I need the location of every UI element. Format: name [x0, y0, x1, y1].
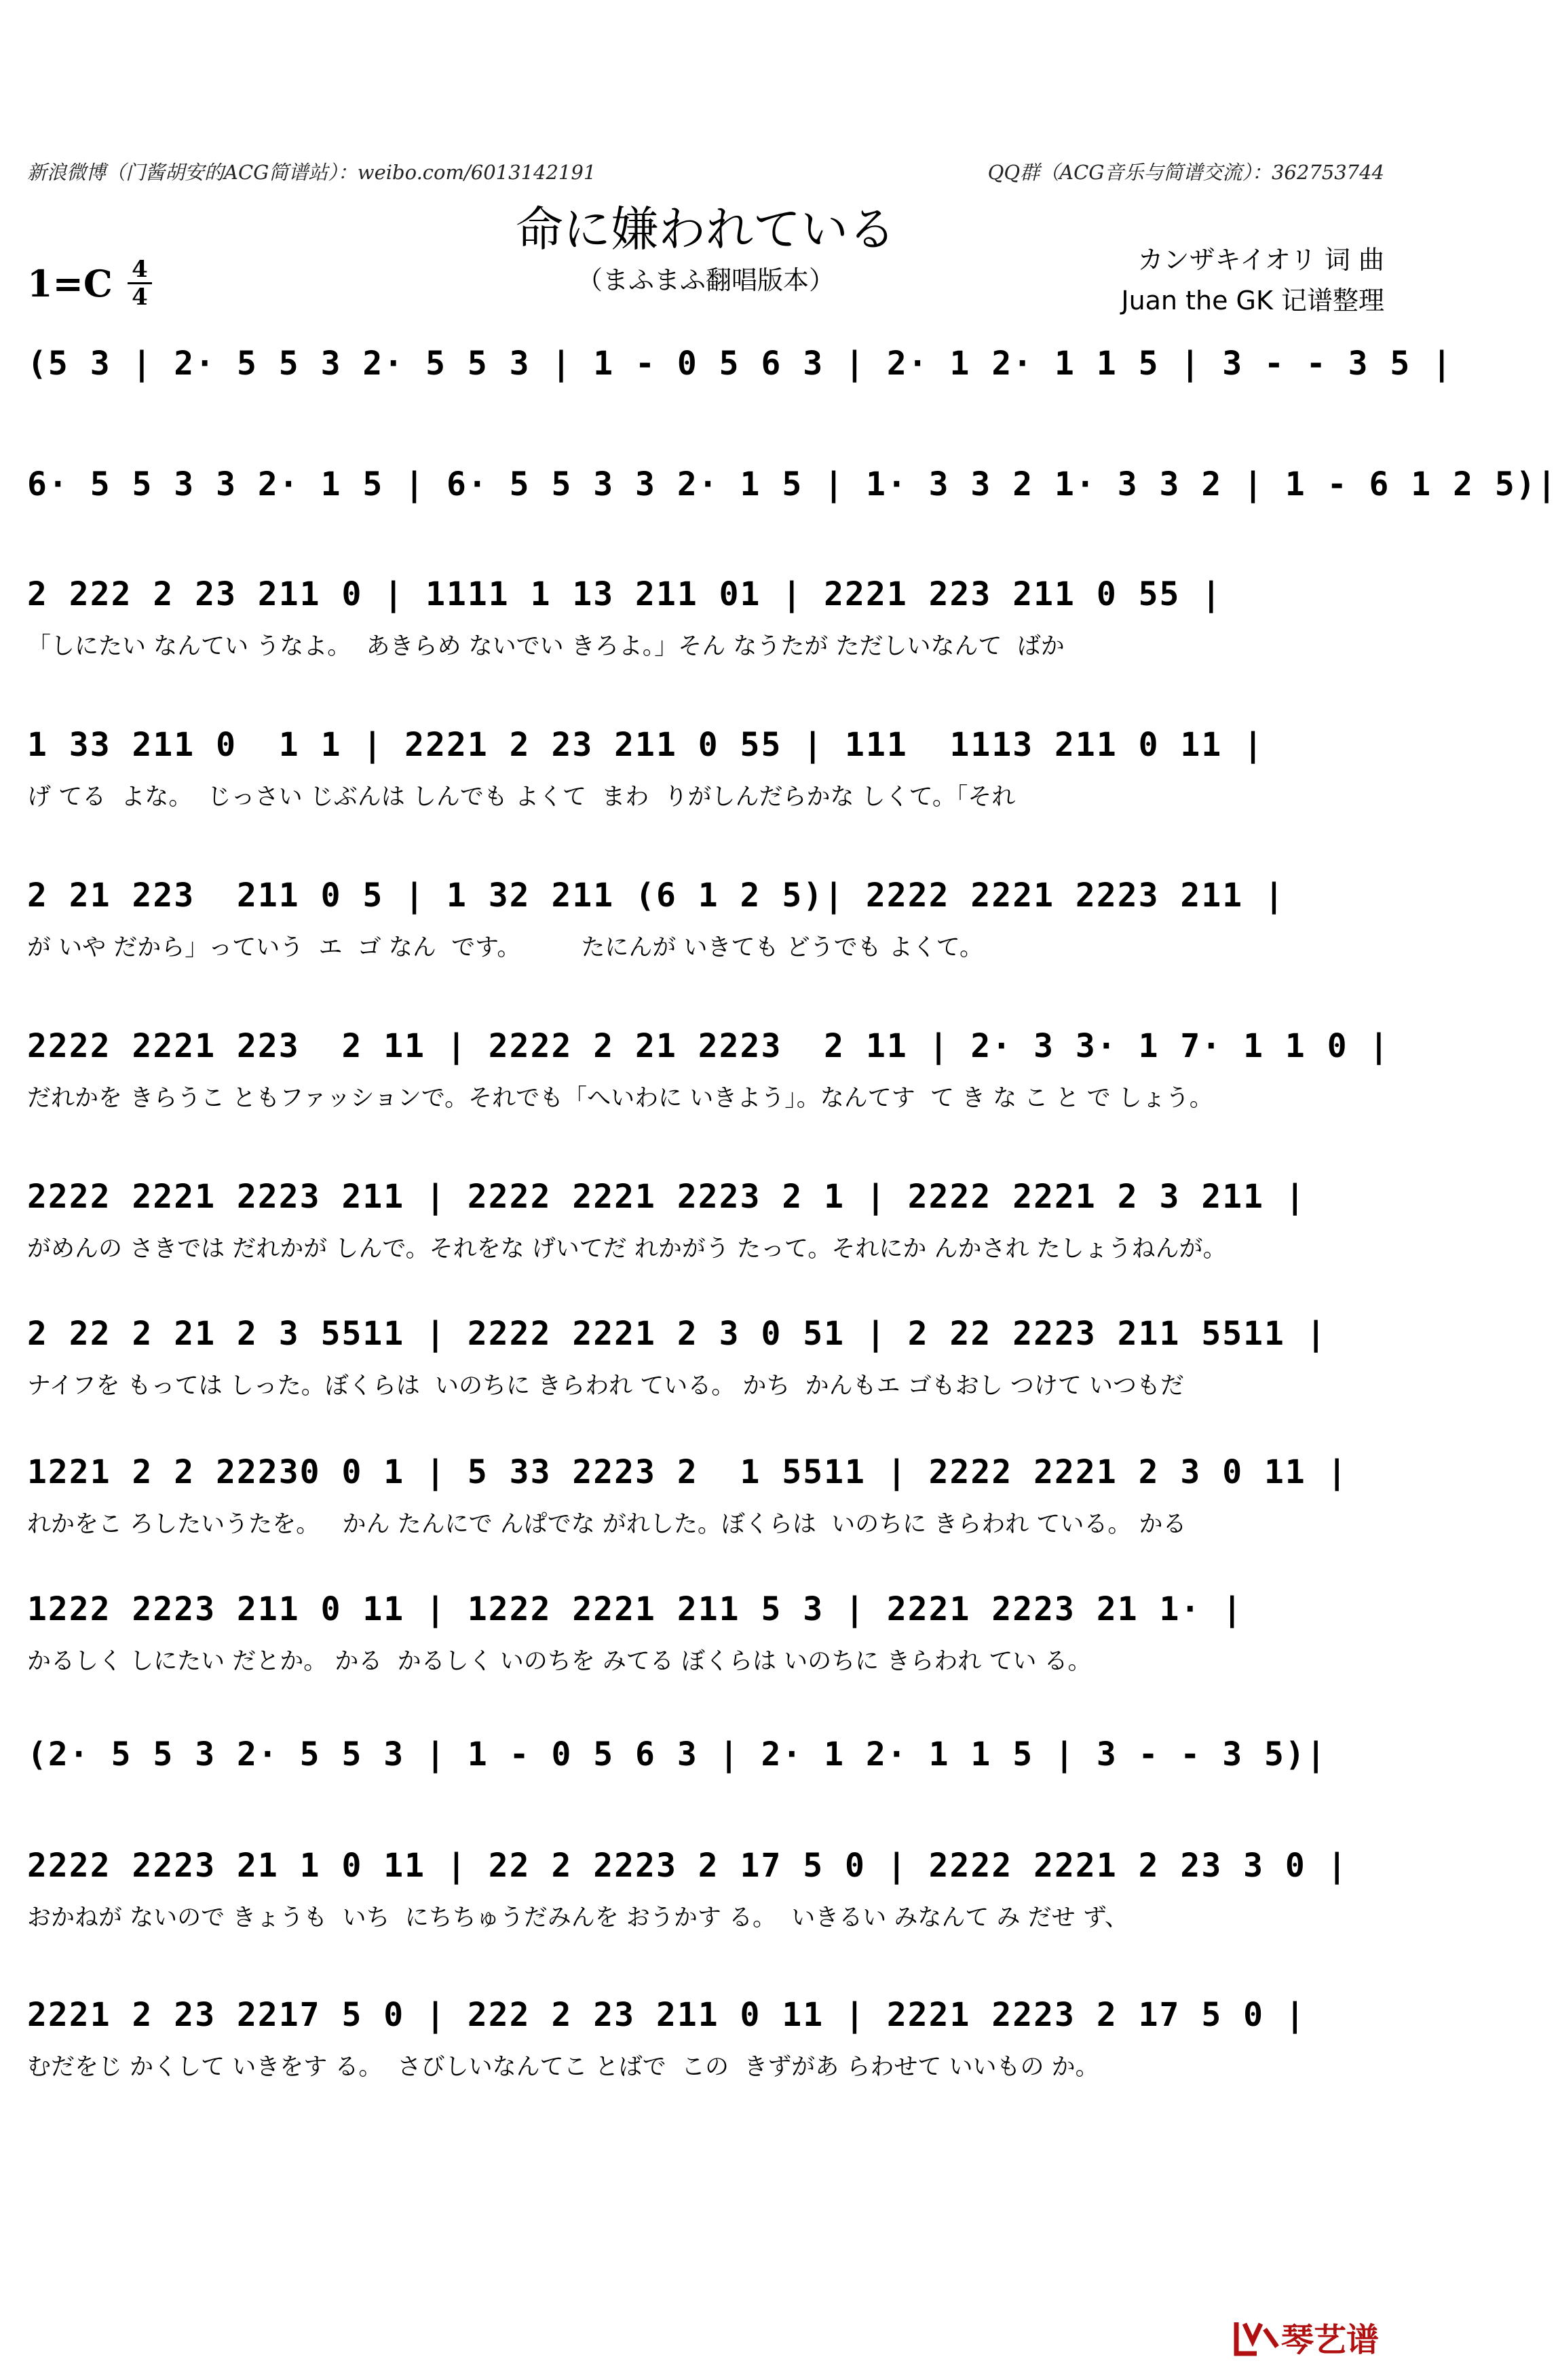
notation-line: 1 33 211 0 1 1 | 2221 2 23 211 0 55 | 111 1113 211 0 11 |	[27, 726, 1265, 764]
song-title: 命に嫌われている	[516, 201, 896, 257]
notation-line: 6· 5 5 3 3 2· 1 5 | 6· 5 5 3 3 2· 1 5 | 1· 3 3 2 1· 3 3 2 | 1 - 6 1 2 5)|	[27, 465, 1558, 503]
notation-line: 2222 2223 21 1 0 11 | 22 2 2223 2 17 5 0 | 2222 2221 2 23 3 0 |	[27, 1847, 1348, 1885]
lyric-line: 「しにたい なんてい うなよ。 あきらめ ないでい きろよ。」そん なうたが ただしいなんて ばか	[27, 633, 1065, 660]
composer-credit: カンザキイオリ 词 曲	[1137, 245, 1384, 275]
lyric-line: むだをじ かくして いきをす る。 さびしいなんてこ とばで この きずがあ らわせて いいもの か。	[27, 2054, 1099, 2081]
time-signature-top: 4	[132, 256, 148, 283]
piano-key-logo-icon	[1232, 2317, 1281, 2358]
score-row-11	[27, 1734, 1384, 1775]
notation-line: 2221 2 23 2217 5 0 | 222 2 23 211 0 11 | 2221 2223 2 17 5 0 |	[27, 1996, 1306, 2034]
lyric-line: おかねが ないので きょうも いち にちちゅうだみんを おうかす る。 いきるい みなんて み だせ ず、	[27, 1904, 1128, 1932]
lyric-line: ナイフを もっては しった。ぼくらは いのちに きらわれ ている。 かち かんもエ ゴもおし つけて いつもだ	[27, 1373, 1185, 1400]
transcriber-credit: Juan the GK 记谱整理	[1121, 286, 1384, 315]
time-signature	[125, 256, 155, 310]
qq-group-header: QQ群（ACG音乐与简谱交流）：362753744	[987, 161, 1384, 184]
score-row-7	[27, 1176, 1384, 1265]
score-row-3	[27, 574, 1384, 662]
score-row-12	[27, 1845, 1384, 1934]
score-row-5	[27, 875, 1384, 963]
weibo-header: 新浪微博（门酱胡安的ACG简谱站）：weibo.com/6013142191	[27, 161, 596, 184]
notation-line: 2 222 2 23 211 0 | 1111 1 13 211 01 | 2221 223 211 0 55 |	[27, 575, 1223, 613]
notation-line: (2· 5 5 3 2· 5 5 3 | 1 - 0 5 6 3 | 2· 1 2· 1 1 5 | 3 - - 3 5)|	[27, 1735, 1327, 1773]
lyric-line: が いや だから」っていう エ ゴ なん です。 たにんが いきても どうでも よくて。	[27, 934, 984, 961]
score-row-4	[27, 725, 1384, 813]
logo-text: 琴艺谱	[1280, 2321, 1379, 2359]
score-row-10	[27, 1589, 1384, 1677]
notation-line: 2 22 2 21 2 3 5511 | 2222 2221 2 3 0 51 | 2 22 2223 211 5511 |	[27, 1315, 1327, 1353]
lyric-line: だれかを きらうこ ともファッションで。それでも「へいわに いきよう」。なんてす て き な こ と で しょう。	[27, 1085, 1213, 1112]
score-row-9	[27, 1452, 1384, 1540]
lyric-line: れかをこ ろしたいうたを。 かん たんにで んぱでな がれした。ぼくらは いのちに きらわれ ている。 かる	[27, 1511, 1187, 1538]
lyric-line: がめんの さきでは だれかが しんで。それをな げいてだ れかがう たって。それにか んかされ たしょうねんが。	[27, 1235, 1227, 1263]
score-row-6	[27, 1026, 1390, 1114]
score-row-2	[27, 464, 1558, 505]
time-signature-bottom: 4	[132, 284, 148, 311]
notation-line: 2222 2221 2223 211 | 2222 2221 2223 2 1 | 2222 2221 2 3 211 |	[27, 1178, 1306, 1216]
score-row-8	[27, 1313, 1384, 1402]
notation-line: (5 3 | 2· 5 5 3 2· 5 5 3 | 1 - 0 5 6 3 | 2· 1 2· 1 1 5 | 3 - - 3 5 |	[27, 345, 1454, 383]
lyric-line: かるしく しにたい だとか。 かる かるしく いのちを みてる ぼくらは いのちに きらわれ てい る。	[27, 1648, 1092, 1675]
score-row-13	[27, 1995, 1384, 2083]
score-row-1	[27, 343, 1454, 384]
notation-line: 2 21 223 211 0 5 | 1 32 211 (6 1 2 5)| 2222 2221 2223 211 |	[27, 877, 1285, 915]
site-logo	[1232, 2314, 1379, 2360]
notation-line: 2222 2221 223 2 11 | 2222 2 21 2223 2 11 | 2· 3 3· 1 7· 1 1 0 |	[27, 1027, 1390, 1065]
lyric-line: げ てる よな。 じっさい じぶんは しんでも よくて まわ りがしんだらかな しくて。「それ	[27, 784, 1016, 811]
notation-line: 1222 2223 211 0 11 | 1222 2221 211 5 3 | 2221 2223 21 1· |	[27, 1590, 1244, 1628]
key-signature: 1=C	[27, 262, 113, 305]
song-subtitle: （まふまふ翻唱版本）	[576, 265, 835, 295]
notation-line: 1221 2 2 22230 0 1 | 5 33 2223 2 1 5511 | 2222 2221 2 3 0 11 |	[27, 1453, 1348, 1491]
